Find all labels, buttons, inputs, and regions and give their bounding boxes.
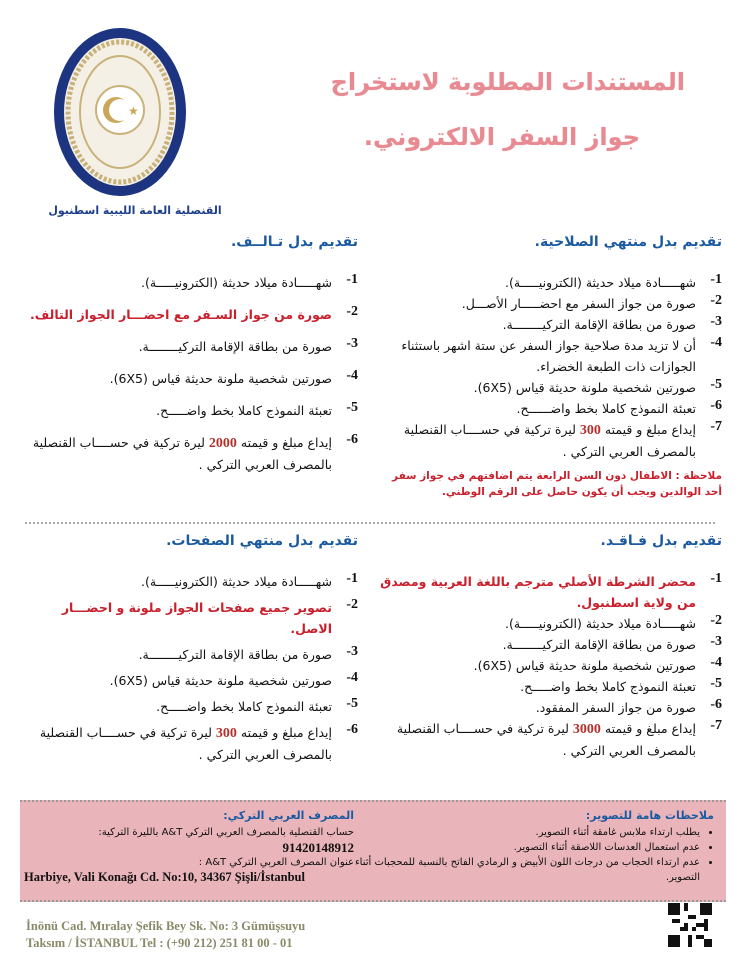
photo-note: • عدم ارتداء الحجاب من درجات اللون الأبيض و الرمادي الفاتح بالنسبة للمحجبات أثناء التصوير. — [354, 855, 700, 885]
section-expired-validity — [377, 234, 722, 500]
requirement-item — [23, 336, 358, 357]
item-text: شهـــــادة ميلاد حديثة (الكترونيـــــة). — [504, 275, 696, 290]
requirement-item — [23, 670, 358, 691]
requirement-item — [23, 722, 358, 765]
item-number: 2- — [710, 613, 722, 628]
item-number: 4- — [346, 368, 358, 383]
item-text: صورة من جواز السـفر مع احضـــار الجواز التالف. — [29, 307, 332, 322]
item-text: تصوير جميع صفحات الجواز ملونة و احضـــار الاصل. — [61, 600, 332, 636]
item-text-part: ليرة تركية في حســــاب القنصلية بالمصرف العربي التركي . — [32, 435, 332, 472]
svg-text:★: ★ — [128, 104, 139, 118]
item-number: 4- — [346, 670, 358, 685]
requirement-item — [23, 696, 358, 717]
ministry-seal-logo — [52, 26, 188, 198]
bank-account-label: حساب القنصلية بالمصرف العربي التركي A&T بالليرة التركية: — [98, 827, 354, 838]
item-number: 4- — [710, 655, 722, 670]
section-heading: تقديم بدل منتهي الصلاحية. — [534, 234, 722, 250]
requirement-item — [377, 697, 722, 718]
qr-code — [668, 903, 712, 947]
item-number: 2- — [346, 597, 358, 612]
item-text: تعبئة النموذج كاملا بخط واضـــــح. — [156, 403, 332, 418]
photo-note: • عدم استعمال العدسات اللاصقة أثناء التصوير. — [354, 840, 700, 855]
item-text: صورة من بطاقة الإقامة التركيــــــــة. — [502, 637, 696, 652]
item-number: 2- — [710, 293, 722, 308]
requirement-item — [377, 335, 722, 377]
item-text: صورة من جواز السفر المفقود. — [535, 700, 696, 715]
section-divider — [25, 522, 715, 524]
item-text: شهـــــادة ميلاد حديثة (الكترونيـــــة). — [140, 574, 332, 589]
section-heading: تقديم بدل منتهي الصفحات. — [166, 533, 358, 549]
requirement-item — [377, 314, 722, 335]
item-text — [377, 419, 696, 462]
item-number: 1- — [346, 272, 358, 287]
item-text: صورتين شخصية ملونة حديثة قياس (6X5). — [109, 673, 332, 688]
item-text: محضر الشرطة الأصلي مترجم باللغة العربية ومصدق من ولاية اسطنبول. — [380, 574, 696, 610]
item-number: 1- — [346, 571, 358, 586]
section-heading: تقديم بدل فـاقـد. — [600, 533, 722, 549]
item-text: تعبئة النموذج كاملا بخط واضـــــح. — [520, 679, 696, 694]
item-text: تعبئة النموذج كاملا بخط واضـــــح. — [156, 699, 332, 714]
requirement-item — [377, 398, 722, 419]
fee-amount: 300 — [215, 726, 237, 741]
requirement-item — [377, 634, 722, 655]
item-number: 6- — [346, 722, 358, 737]
requirement-item — [377, 377, 722, 398]
section-heading: تقديم بدل تـالــف. — [230, 234, 358, 250]
item-text-part: ليرة تركية في حســــاب القنصلية بالمصرف العربي التركي . — [396, 721, 696, 758]
item-text: تعبئة النموذج كاملا بخط واضــــــح. — [516, 401, 696, 416]
info-box — [20, 800, 726, 902]
photo-notes — [354, 808, 714, 885]
children-note: ملاحظة : الاطفال دون السن الرابعة يتم اضافتهم في جواز سفر أحد الوالدين ويجب أن يكون حاصل على الرقم الوطني. — [392, 470, 722, 498]
consulate-address — [26, 918, 305, 952]
item-number: 3- — [710, 314, 722, 329]
bank-info — [24, 808, 354, 885]
section-lost — [377, 533, 722, 761]
item-number: 7- — [710, 718, 722, 733]
requirement-item — [377, 613, 722, 634]
item-number: 3- — [346, 644, 358, 659]
fee-amount: 300 — [579, 423, 601, 438]
item-number: 7- — [710, 419, 722, 434]
requirement-item — [377, 718, 722, 761]
item-text — [23, 432, 332, 475]
requirement-item — [23, 368, 358, 389]
photo-note: • يطلب ارتداء ملابس غامقة أثناء التصوير. — [354, 825, 700, 840]
item-text: صورة من بطاقة الإقامة التركيــــــــة. — [502, 317, 696, 332]
item-number: 6- — [710, 697, 722, 712]
requirement-item — [23, 304, 358, 325]
address-line2: Taksım / İSTANBUL Tel : (+90 212) 251 81 00 - 01 — [26, 936, 293, 950]
requirement-item — [377, 655, 722, 676]
item-text: أن لا تزيد مدة صلاحية جواز السفر عن ستة اشهر باستثناء الجوازات ذات الطبعة الخضراء. — [401, 338, 696, 374]
requirement-item — [23, 597, 358, 639]
item-number: 3- — [710, 634, 722, 649]
item-number: 3- — [346, 336, 358, 351]
item-number: 5- — [710, 377, 722, 392]
bank-address: Harbiye, Vali Konağı Cd. No:10, 34367 Şişli/İstanbul — [24, 870, 305, 884]
requirement-item — [23, 571, 358, 592]
item-text: صورة من بطاقة الإقامة التركيــــــــة. — [138, 339, 332, 354]
item-number: 1- — [710, 272, 722, 287]
requirement-item — [377, 272, 722, 293]
item-number: 5- — [346, 696, 358, 711]
item-number: 6- — [346, 432, 358, 447]
consulate-name: القنصلية العامة الليبية اسطنبول — [48, 204, 222, 217]
item-text: صورة من بطاقة الإقامة التركيــــــــة. — [138, 647, 332, 662]
requirement-item — [23, 432, 358, 475]
item-text — [377, 718, 696, 761]
requirement-item — [377, 571, 722, 613]
item-text-part: إيداع مبلغ و قيمته — [236, 435, 332, 450]
item-text-part: إيداع مبلغ و قيمته — [600, 721, 696, 736]
item-text: صورتين شخصية ملونة حديثة قياس (6X5). — [109, 371, 332, 386]
item-number: 5- — [346, 400, 358, 415]
item-text-part: ليرة تركية في حســــاب القنصلية بالمصرف العربي التركي . — [403, 422, 696, 459]
item-text-part: إيداع مبلغ و قيمته — [600, 422, 696, 437]
bank-heading: المصرف العربي التركي: — [223, 809, 354, 822]
requirement-item — [377, 676, 722, 697]
item-text: صورة من جواز السفر مع احضـــــار الأصـــل. — [461, 296, 696, 311]
section-damaged — [23, 234, 358, 486]
document-title-line2: جواز السفر الالكتروني. — [363, 123, 640, 151]
fee-amount: 3000 — [572, 722, 601, 737]
item-number: 2- — [346, 304, 358, 319]
item-text: شهـــــادة ميلاد حديثة (الكترونيـــــة). — [140, 275, 332, 290]
item-text: صورتين شخصية ملونة حديثة قياس (6X5). — [473, 380, 696, 395]
item-text-part: ليرة تركية في حســــاب القنصلية بالمصرف العربي التركي . — [39, 725, 332, 762]
requirement-item — [23, 272, 358, 293]
item-number: 5- — [710, 676, 722, 691]
document-title-line1: المستندات المطلوبة لاستخراج — [330, 68, 685, 96]
bank-address-label: عنوان المصرف العربي التركي A&T : — [198, 857, 354, 868]
item-text — [23, 722, 332, 765]
photo-notes-heading: ملاحظات هامة للتصوير: — [585, 809, 714, 822]
bank-account-number: 91420148912 — [282, 840, 354, 855]
section-pages-full — [23, 533, 358, 770]
requirement-item — [377, 419, 722, 462]
address-line1: İnönü Cad. Mıralay Şefik Bey Sk. No: 3 Gümüşsuyu — [26, 919, 306, 933]
item-number: 1- — [710, 571, 722, 586]
requirement-item — [23, 400, 358, 421]
item-text: صورتين شخصية ملونة حديثة قياس (6X5). — [473, 658, 696, 673]
fee-amount: 2000 — [208, 436, 237, 451]
requirement-item — [23, 644, 358, 665]
item-number: 6- — [710, 398, 722, 413]
item-text: شهـــــادة ميلاد حديثة (الكترونيـــــة). — [504, 616, 696, 631]
item-text-part: إيداع مبلغ و قيمته — [236, 725, 332, 740]
item-number: 4- — [710, 335, 722, 350]
requirement-item — [377, 293, 722, 314]
